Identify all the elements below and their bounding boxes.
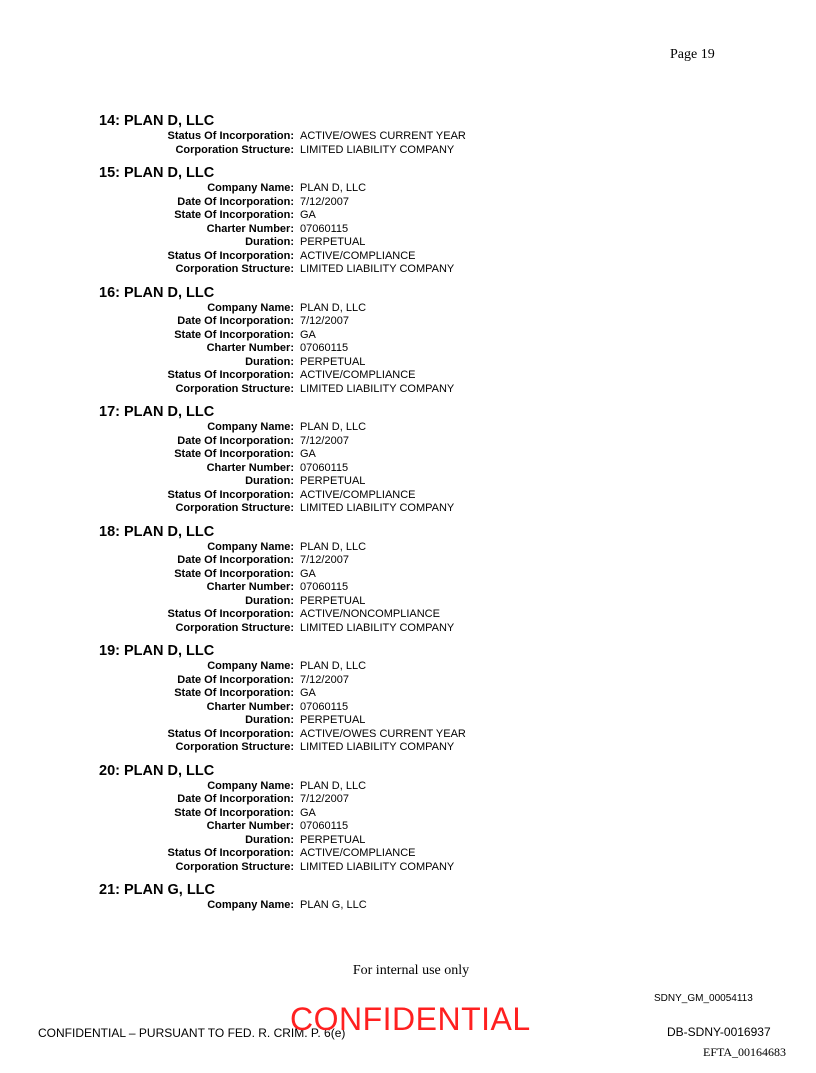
field-value: 07060115 (300, 581, 349, 593)
field-row (99, 489, 699, 503)
field-row (99, 369, 699, 383)
field-label: Charter Number: (206, 581, 294, 593)
field-row (99, 462, 699, 476)
field-value: ACTIVE/NONCOMPLIANCE (300, 608, 440, 620)
field-value: PLAN D, LLC (300, 182, 367, 194)
field-row (99, 383, 699, 397)
field-row (99, 701, 699, 715)
field-value: PLAN D, LLC (300, 421, 367, 433)
field-value: GA (300, 328, 316, 341)
field-row (99, 554, 699, 568)
field-row (99, 899, 699, 913)
field-row (99, 568, 699, 582)
confidential-notice: CONFIDENTIAL – PURSUANT TO FED. R. CRIM. P. 6(e) (38, 1026, 346, 1040)
field-row (99, 356, 699, 370)
record-title: 14: PLAN D, LLC (99, 113, 215, 129)
field-row (99, 660, 699, 674)
field-value: LIMITED LIABILITY COMPANY (300, 263, 455, 275)
field-value: ACTIVE/OWES CURRENT YEAR (300, 130, 466, 142)
field-row (99, 302, 699, 316)
record-title: 21: PLAN G, LLC (99, 882, 216, 898)
field-value: PLAN D, LLC (300, 540, 367, 553)
field-label: Date Of Incorporation: (177, 673, 294, 686)
field-value: 7/12/2007 (300, 315, 349, 327)
record-title: 17: PLAN D, LLC (99, 404, 215, 420)
field-value: 07060115 (300, 461, 349, 474)
field-label: Corporation Structure: (175, 143, 294, 156)
field-label: Company Name: (207, 660, 294, 672)
field-value: 07060115 (300, 820, 349, 832)
field-row (99, 861, 699, 875)
record-block (99, 165, 699, 277)
field-row (99, 315, 699, 329)
field-label: Duration: (245, 594, 294, 607)
field-row (99, 834, 699, 848)
record-block (99, 113, 699, 157)
field-row (99, 687, 699, 701)
field-label: Status Of Incorporation: (167, 847, 294, 859)
field-value: 7/12/2007 (300, 434, 349, 447)
field-row (99, 595, 699, 609)
field-label: Status Of Incorporation: (167, 369, 294, 381)
field-row (99, 448, 699, 462)
field-value: LIMITED LIABILITY COMPANY (300, 741, 455, 753)
field-value: LIMITED LIABILITY COMPANY (300, 382, 455, 395)
field-row (99, 209, 699, 223)
field-value: ACTIVE/COMPLIANCE (300, 488, 416, 501)
field-value: LIMITED LIABILITY COMPANY (300, 143, 455, 156)
field-label: Status Of Incorporation: (167, 608, 294, 620)
field-label: Charter Number: (206, 700, 294, 713)
field-label: State Of Incorporation: (174, 567, 294, 580)
field-row (99, 780, 699, 794)
field-label: Status Of Incorporation: (167, 130, 294, 142)
field-row (99, 622, 699, 636)
field-label: Corporation Structure: (175, 382, 294, 395)
field-label: State Of Incorporation: (174, 209, 294, 221)
field-label: Corporation Structure: (175, 860, 294, 873)
field-row (99, 728, 699, 742)
field-value: GA (300, 209, 316, 221)
field-row (99, 541, 699, 555)
field-value: PERPETUAL (300, 714, 366, 726)
field-value: LIMITED LIABILITY COMPANY (300, 621, 455, 634)
field-row (99, 421, 699, 435)
field-value: ACTIVE/COMPLIANCE (300, 369, 416, 381)
field-label: State Of Incorporation: (174, 687, 294, 699)
record-block (99, 882, 699, 913)
field-row (99, 342, 699, 356)
field-row (99, 250, 699, 264)
field-value: PERPETUAL (300, 594, 366, 607)
field-label: State Of Incorporation: (174, 806, 294, 819)
field-label: Date Of Incorporation: (177, 793, 294, 805)
field-row (99, 741, 699, 755)
field-label: Charter Number: (206, 342, 294, 354)
field-row (99, 793, 699, 807)
field-value: 7/12/2007 (300, 195, 349, 208)
field-label: Company Name: (207, 779, 294, 792)
field-label: Status Of Incorporation: (167, 727, 294, 740)
field-row (99, 196, 699, 210)
field-row (99, 581, 699, 595)
field-label: Company Name: (207, 899, 294, 911)
field-label: Date Of Incorporation: (177, 434, 294, 447)
record-title: 18: PLAN D, LLC (99, 523, 215, 540)
field-value: 7/12/2007 (300, 673, 349, 686)
field-label: Date Of Incorporation: (177, 195, 294, 208)
field-row (99, 435, 699, 449)
field-value: PERPETUAL (300, 236, 366, 248)
field-label: Company Name: (207, 182, 294, 194)
field-value: ACTIVE/COMPLIANCE (300, 847, 416, 859)
field-value: LIMITED LIABILITY COMPANY (300, 502, 455, 514)
record-title: 16: PLAN D, LLC (99, 284, 215, 301)
field-value: 7/12/2007 (300, 793, 349, 805)
record-block (99, 404, 699, 516)
field-label: Duration: (245, 833, 294, 846)
field-label: Company Name: (207, 421, 294, 433)
field-value: LIMITED LIABILITY COMPANY (300, 860, 455, 873)
field-label: Corporation Structure: (175, 263, 294, 275)
page-number: Page 19 (670, 47, 715, 62)
field-row (99, 130, 699, 144)
field-value: GA (300, 806, 316, 819)
record-title: 20: PLAN D, LLC (99, 762, 215, 779)
bates-db: DB-SDNY-0016937 (667, 1025, 771, 1039)
internal-use-notice: For internal use only (352, 963, 470, 978)
field-value: PLAN D, LLC (300, 301, 367, 314)
field-value: PLAN D, LLC (300, 660, 367, 672)
record-title: 15: PLAN D, LLC (99, 165, 215, 181)
field-value: 07060115 (300, 222, 349, 235)
field-value: 07060115 (300, 342, 349, 354)
field-label: Date Of Incorporation: (177, 554, 294, 566)
field-label: Duration: (245, 714, 294, 726)
field-row (99, 329, 699, 343)
field-row (99, 714, 699, 728)
bates-efta: EFTA_00164683 (703, 1045, 787, 1059)
field-row (99, 236, 699, 250)
field-value: GA (300, 567, 316, 580)
field-value: 07060115 (300, 700, 349, 713)
record-title: 19: PLAN D, LLC (99, 643, 215, 659)
records-list (99, 113, 699, 921)
field-value: PERPETUAL (300, 475, 366, 487)
field-value: ACTIVE/OWES CURRENT YEAR (300, 727, 466, 740)
record-block (99, 763, 699, 875)
field-row (99, 144, 699, 158)
field-label: Status Of Incorporation: (167, 249, 294, 262)
field-label: Status Of Incorporation: (167, 488, 294, 501)
field-label: Duration: (245, 355, 294, 368)
field-label: Charter Number: (206, 820, 294, 832)
field-value: PERPETUAL (300, 833, 366, 846)
field-value: PERPETUAL (300, 355, 366, 368)
field-label: Date Of Incorporation: (177, 315, 294, 327)
field-row (99, 807, 699, 821)
confidential-stamp: CONFIDENTIAL (290, 1001, 531, 1037)
field-label: Duration: (245, 236, 294, 248)
field-label: Charter Number: (206, 222, 294, 235)
field-value: GA (300, 448, 316, 460)
field-label: Corporation Structure: (175, 502, 294, 514)
field-label: Duration: (245, 475, 294, 487)
record-block (99, 285, 699, 397)
record-block (99, 643, 699, 755)
field-row (99, 223, 699, 237)
field-label: Corporation Structure: (175, 621, 294, 634)
field-row (99, 674, 699, 688)
field-row (99, 475, 699, 489)
field-label: Charter Number: (206, 461, 294, 474)
field-value: GA (300, 687, 316, 699)
field-value: 7/12/2007 (300, 554, 349, 566)
field-label: Company Name: (207, 540, 294, 553)
field-label: Corporation Structure: (175, 741, 294, 753)
field-value: PLAN D, LLC (300, 779, 367, 792)
field-row (99, 502, 699, 516)
field-label: State Of Incorporation: (174, 448, 294, 460)
field-row (99, 820, 699, 834)
field-row (99, 182, 699, 196)
field-row (99, 847, 699, 861)
bates-sdny-gm: SDNY_GM_00054113 (654, 993, 753, 1004)
field-label: State Of Incorporation: (174, 328, 294, 341)
field-value: PLAN G, LLC (300, 899, 367, 911)
field-label: Company Name: (207, 301, 294, 314)
field-value: ACTIVE/COMPLIANCE (300, 249, 416, 262)
field-row (99, 608, 699, 622)
field-row (99, 263, 699, 277)
record-block (99, 524, 699, 636)
